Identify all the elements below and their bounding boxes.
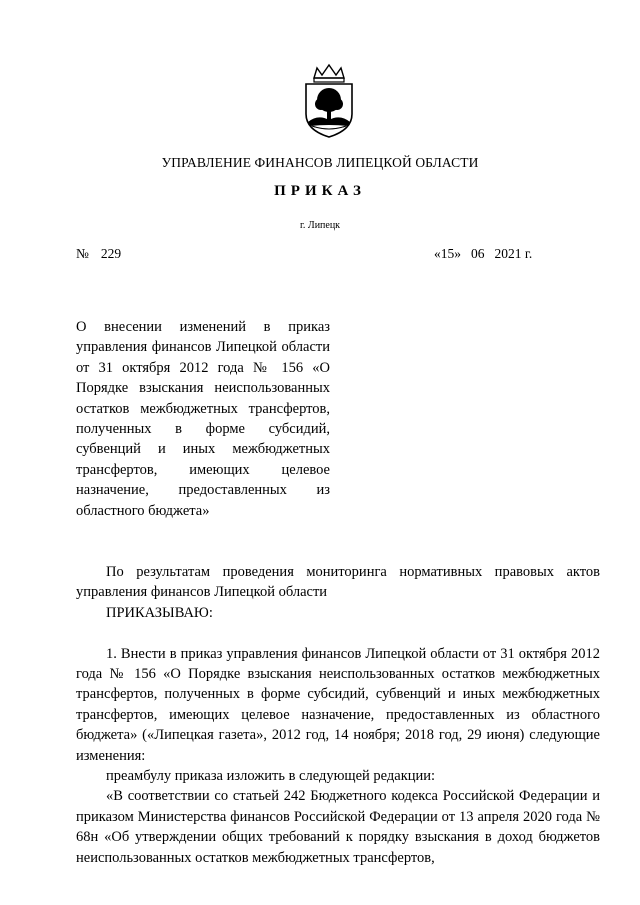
intro-paragraph: По результатам проведения мониторинга нормативных правовых актов управления финансов Липецкой области: [76, 564, 600, 601]
date-year: 2021 г.: [494, 246, 533, 261]
document-number: [76, 246, 121, 262]
lipetsk-coat-of-arms-icon: [300, 62, 358, 140]
number-value: 229: [100, 246, 122, 261]
number-label: №: [76, 246, 89, 261]
document-body: [76, 562, 600, 868]
date-month: 06: [471, 246, 485, 261]
document-city: г. Липецк: [299, 220, 341, 231]
document-title: ПРИКАЗ: [274, 183, 366, 199]
document-date: [434, 246, 542, 262]
quote-paragraph: «В соответствии со статьей 242 Бюджетного кодекса Российской Федерации и приказом Министерства финансов Российской Федерации от 13 апреля 2020 года № 68н «Об утверждении общих требований к порядку взыскания в доход бюджетов неиспользованных остатков межбюджетных трансфертов,: [76, 788, 600, 866]
order-word: ПРИКАЗЫВАЮ:: [106, 604, 213, 621]
date-day: «15»: [434, 246, 461, 261]
organization-name: УПРАВЛЕНИЕ ФИНАНСОВ ЛИПЕЦКОЙ ОБЛАСТИ: [161, 155, 479, 170]
preamble-note: преамбулу приказа изложить в следующей редакции:: [106, 768, 436, 785]
item-1-paragraph: 1. Внести в приказ управления финансов Липецкой области от 31 октября 2012 года № 156 «О Порядке взыскания неиспользованных остатков межбюджетных трансфертов, полученных в форме субсидий, субвенций и иных межбюджетных трансфертов, имеющих целевое назначение, предоставленных из областного бюджета» («Липецкая газета», 2012 год, 14 ноября; 2018 год, 29 июня) следующие изменения:: [76, 645, 600, 764]
document-subject: О внесении изменений в приказ управления финансов Липецкой области от 31 октября 2012 года № 156 «О Порядке взыскания неиспользованных остатков межбюджетных трансфертов, полученных в форме субсидий, субвенций и иных межбюджетных трансфертов, имеющих целевое назначение, предоставленных из областного бюджета»: [76, 319, 330, 519]
